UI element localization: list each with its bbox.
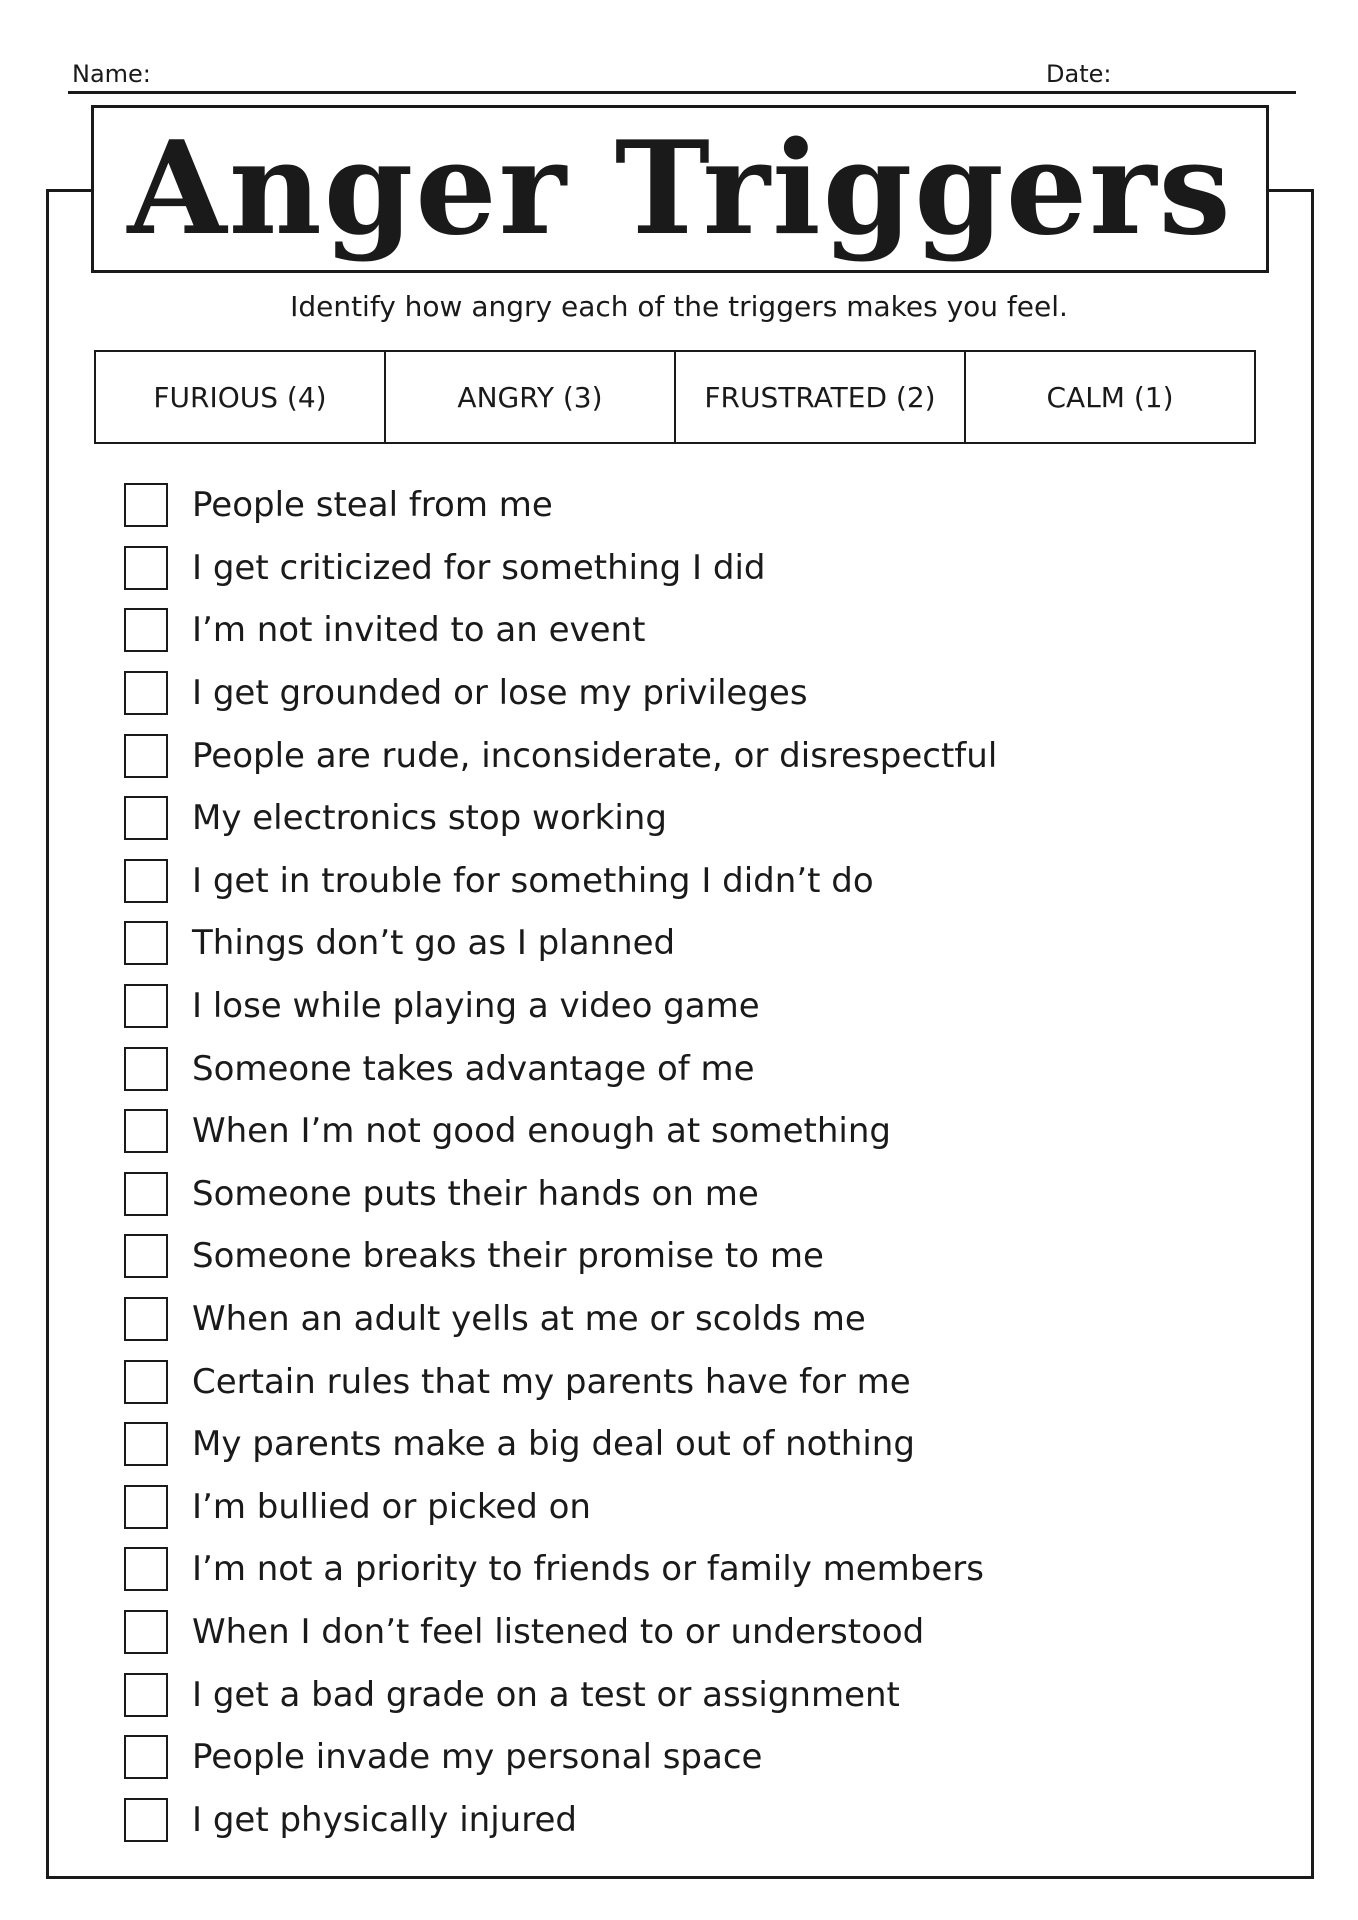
rating-box[interactable] bbox=[124, 1047, 168, 1091]
anger-scale-table bbox=[94, 350, 1256, 444]
rating-box[interactable] bbox=[124, 1673, 168, 1717]
rating-box[interactable] bbox=[124, 984, 168, 1028]
rating-box[interactable] bbox=[124, 1485, 168, 1529]
rating-box[interactable] bbox=[124, 1234, 168, 1278]
trigger-text: My parents make a big deal out of nothing bbox=[192, 1424, 915, 1465]
instructions: Identify how angry each of the triggers makes you feel. bbox=[290, 290, 1068, 323]
list-item bbox=[124, 724, 1224, 787]
list-item bbox=[124, 1538, 1224, 1601]
trigger-text: When an adult yells at me or scolds me bbox=[192, 1299, 866, 1340]
rating-box[interactable] bbox=[124, 859, 168, 903]
rating-box[interactable] bbox=[124, 546, 168, 590]
trigger-text: People steal from me bbox=[192, 485, 553, 526]
list-item bbox=[124, 850, 1224, 913]
scale-cell-furious: FURIOUS (4) bbox=[96, 352, 386, 442]
rating-box[interactable] bbox=[124, 1422, 168, 1466]
scale-cell-frustrated: FRUSTRATED (2) bbox=[676, 352, 966, 442]
trigger-text: I get criticized for something I did bbox=[192, 547, 766, 588]
list-item bbox=[124, 1100, 1224, 1163]
list-item bbox=[124, 1350, 1224, 1413]
trigger-text: Someone puts their hands on me bbox=[192, 1173, 759, 1214]
date-label: Date: bbox=[1046, 60, 1112, 88]
list-item bbox=[124, 912, 1224, 975]
scale-cell-calm: CALM (1) bbox=[1046, 380, 1174, 414]
trigger-text: I get in trouble for something I didn’t do bbox=[192, 860, 874, 901]
trigger-text: I get physically injured bbox=[192, 1799, 577, 1840]
list-item bbox=[124, 1288, 1224, 1351]
trigger-text: I’m bullied or picked on bbox=[192, 1486, 591, 1527]
trigger-text: I get grounded or lose my privileges bbox=[192, 673, 808, 714]
list-item bbox=[124, 1601, 1224, 1664]
trigger-list bbox=[124, 474, 1224, 1851]
rating-box[interactable] bbox=[124, 1798, 168, 1842]
list-item bbox=[124, 662, 1224, 725]
rating-box[interactable] bbox=[124, 1610, 168, 1654]
rating-box[interactable] bbox=[124, 1360, 168, 1404]
rating-box[interactable] bbox=[124, 921, 168, 965]
name-date-line bbox=[68, 91, 1296, 94]
trigger-text: People are rude, inconsiderate, or disrespectful bbox=[192, 735, 998, 776]
rating-box[interactable] bbox=[124, 1297, 168, 1341]
list-item bbox=[124, 1476, 1224, 1539]
title-box bbox=[91, 105, 1269, 273]
trigger-text: I’m not invited to an event bbox=[192, 610, 646, 651]
trigger-text: People invade my personal space bbox=[192, 1737, 763, 1778]
list-item bbox=[124, 1788, 1224, 1851]
trigger-text: Things don’t go as I planned bbox=[192, 923, 676, 964]
trigger-text: Someone takes advantage of me bbox=[192, 1048, 755, 1089]
rating-box[interactable] bbox=[124, 671, 168, 715]
trigger-text: I get a bad grade on a test or assignment bbox=[192, 1674, 900, 1715]
list-item bbox=[124, 1163, 1224, 1226]
trigger-text: When I don’t feel listened to or understood bbox=[192, 1611, 925, 1652]
list-item bbox=[124, 537, 1224, 600]
trigger-text: My electronics stop working bbox=[192, 798, 667, 839]
rating-box[interactable] bbox=[124, 608, 168, 652]
name-label: Name: bbox=[72, 60, 151, 88]
list-item bbox=[124, 787, 1224, 850]
trigger-text: I lose while playing a video game bbox=[192, 986, 760, 1027]
page-title: Anger Triggers bbox=[127, 114, 1233, 264]
list-item bbox=[124, 1225, 1224, 1288]
trigger-text: When I’m not good enough at something bbox=[192, 1111, 892, 1152]
scale-cell-angry: ANGRY (3) bbox=[386, 352, 676, 442]
rating-box[interactable] bbox=[124, 734, 168, 778]
list-item bbox=[124, 1413, 1224, 1476]
trigger-text: I’m not a priority to friends or family members bbox=[192, 1549, 984, 1590]
rating-box[interactable] bbox=[124, 1735, 168, 1779]
rating-box[interactable] bbox=[124, 1109, 168, 1153]
rating-box[interactable] bbox=[124, 796, 168, 840]
list-item bbox=[124, 975, 1224, 1038]
trigger-text: Certain rules that my parents have for me bbox=[192, 1361, 911, 1402]
list-item bbox=[124, 1726, 1224, 1789]
list-item bbox=[124, 1037, 1224, 1100]
rating-box[interactable] bbox=[124, 1547, 168, 1591]
list-item bbox=[124, 599, 1224, 662]
list-item bbox=[124, 1663, 1224, 1726]
trigger-text: Someone breaks their promise to me bbox=[192, 1236, 824, 1277]
list-item bbox=[124, 474, 1224, 537]
rating-box[interactable] bbox=[124, 1172, 168, 1216]
rating-box[interactable] bbox=[124, 483, 168, 527]
